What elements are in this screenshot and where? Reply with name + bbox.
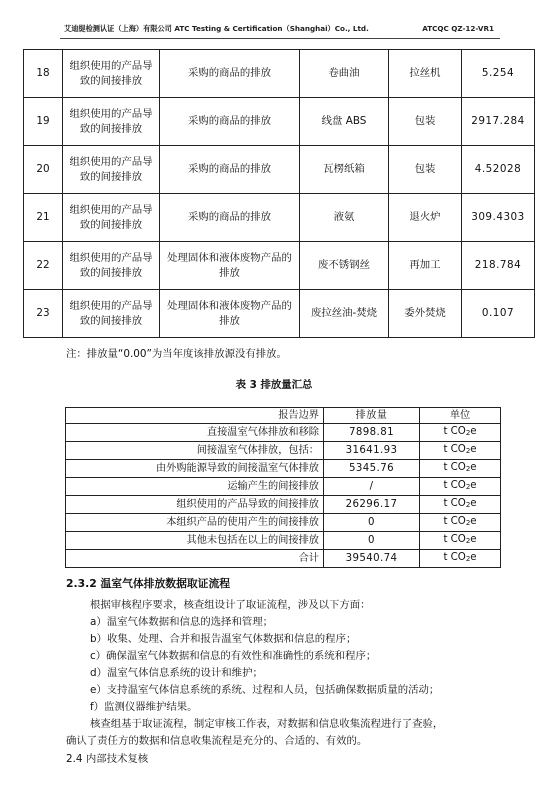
boundary-label: 由外购能源导致的间接温室气体排放 bbox=[66, 460, 324, 478]
facility: 拉丝机 bbox=[389, 50, 462, 98]
unit-subscript: 2 bbox=[465, 519, 471, 527]
table-note: 注：排放量“0.00”为当年度该排放源没有排放。 bbox=[66, 348, 287, 360]
emission-source: 废拉丝油-焚烧 bbox=[300, 290, 389, 338]
boundary-label: 运输产生的间接排放 bbox=[66, 478, 324, 496]
unit-tail: e bbox=[470, 480, 477, 491]
emission-value: 4.52028 bbox=[462, 146, 535, 194]
unit-text: t CO bbox=[443, 426, 466, 437]
emission-value: 5345.76 bbox=[324, 460, 420, 478]
emission-type: 处理固体和液体废物产品的排放 bbox=[160, 290, 300, 338]
emission-value: 0.107 bbox=[462, 290, 535, 338]
emission-value: / bbox=[324, 478, 420, 496]
unit-cell bbox=[420, 478, 501, 496]
table-row bbox=[24, 194, 535, 242]
table-row bbox=[24, 290, 535, 338]
unit-text: t CO bbox=[443, 534, 466, 545]
unit-cell bbox=[420, 550, 501, 568]
facility: 包装 bbox=[389, 146, 462, 194]
table-row bbox=[24, 50, 535, 98]
emission-type: 采购的商品的排放 bbox=[160, 50, 300, 98]
unit-tail: e bbox=[470, 552, 477, 563]
emission-value: 309.4303 bbox=[462, 194, 535, 242]
table-row bbox=[66, 478, 501, 496]
emission-value: 5.254 bbox=[462, 50, 535, 98]
table-row bbox=[66, 460, 501, 478]
unit-tail: e bbox=[470, 444, 477, 455]
unit-subscript: 2 bbox=[465, 555, 471, 563]
unit-cell bbox=[420, 532, 501, 550]
unit-text: t CO bbox=[443, 480, 466, 491]
conclusion-line-2: 确认了责任方的数据和信息收集流程是充分的、合适的、有效的。 bbox=[66, 735, 368, 747]
company-name: 艾迪缇检测认证（上海）有限公司 ATC Testing & Certification（Shanghai）Co., Ltd. bbox=[64, 24, 369, 33]
unit-cell bbox=[420, 442, 501, 460]
emission-sources-table bbox=[23, 49, 535, 338]
unit-subscript: 2 bbox=[465, 537, 471, 545]
list-item: c）确保温室气体数据和信息的有效性和准确性的系统和程序； bbox=[90, 650, 377, 662]
table-row bbox=[66, 496, 501, 514]
header-emission: 排放量 bbox=[324, 408, 420, 424]
header-boundary: 报告边界 bbox=[66, 408, 324, 424]
unit-text: t CO bbox=[443, 516, 466, 527]
row-number: 18 bbox=[24, 50, 63, 98]
facility: 包装 bbox=[389, 98, 462, 146]
table-row bbox=[24, 242, 535, 290]
table-caption: 表 3 排放量汇总 bbox=[235, 379, 313, 391]
table-total-row bbox=[66, 550, 501, 568]
emission-category: 组织使用的产品导致的间接排放 bbox=[63, 290, 160, 338]
emission-category: 组织使用的产品导致的间接排放 bbox=[63, 242, 160, 290]
emission-value: 0 bbox=[324, 514, 420, 532]
emission-value: 218.784 bbox=[462, 242, 535, 290]
emission-source: 液氨 bbox=[300, 194, 389, 242]
emission-value: 0 bbox=[324, 532, 420, 550]
row-number: 22 bbox=[24, 242, 63, 290]
unit-subscript: 2 bbox=[465, 501, 471, 509]
list-item: b）收集、处理、合并和报告温室气体数据和信息的程序； bbox=[90, 633, 357, 645]
emission-value: 2917.284 bbox=[462, 98, 535, 146]
table-row bbox=[66, 514, 501, 532]
emission-source: 废不锈钢丝 bbox=[300, 242, 389, 290]
emission-type: 处理固体和液体废物产品的排放 bbox=[160, 242, 300, 290]
emission-category: 组织使用的产品导致的间接排放 bbox=[63, 146, 160, 194]
emission-type: 采购的商品的排放 bbox=[160, 194, 300, 242]
list-item: e）支持温室气体信息系统的系统、过程和人员，包括确保数据质量的活动； bbox=[90, 684, 440, 696]
boundary-label: 间接温室气体排放，包括： bbox=[66, 442, 324, 460]
unit-tail: e bbox=[470, 426, 477, 437]
emission-category: 组织使用的产品导致的间接排放 bbox=[63, 98, 160, 146]
unit-cell bbox=[420, 496, 501, 514]
header-unit: 单位 bbox=[420, 408, 501, 424]
unit-subscript: 2 bbox=[465, 465, 471, 473]
table-row bbox=[24, 98, 535, 146]
emission-value: 31641.93 bbox=[324, 442, 420, 460]
unit-subscript: 2 bbox=[465, 447, 471, 455]
row-number: 21 bbox=[24, 194, 63, 242]
emission-value: 7898.81 bbox=[324, 424, 420, 442]
facility: 退火炉 bbox=[389, 194, 462, 242]
list-item: d）温室气体信息系统的设计和维护； bbox=[90, 667, 263, 679]
unit-text: t CO bbox=[443, 444, 466, 455]
table-row bbox=[66, 442, 501, 460]
unit-text: t CO bbox=[443, 462, 466, 473]
document-code: ATCQC QZ-12-VR1 bbox=[422, 24, 494, 33]
unit-cell bbox=[420, 460, 501, 478]
emission-source: 卷曲油 bbox=[300, 50, 389, 98]
unit-text: t CO bbox=[443, 552, 466, 563]
emission-value: 26296.17 bbox=[324, 496, 420, 514]
unit-tail: e bbox=[470, 498, 477, 509]
facility: 再加工 bbox=[389, 242, 462, 290]
emission-category: 组织使用的产品导致的间接排放 bbox=[63, 50, 160, 98]
total-label: 合计 bbox=[66, 550, 324, 568]
emission-summary-table bbox=[65, 407, 501, 568]
emission-type: 采购的商品的排放 bbox=[160, 146, 300, 194]
unit-subscript: 2 bbox=[465, 483, 471, 491]
row-number: 23 bbox=[24, 290, 63, 338]
row-number: 19 bbox=[24, 98, 63, 146]
header-rule bbox=[60, 38, 500, 39]
emission-category: 组织使用的产品导致的间接排放 bbox=[63, 194, 160, 242]
unit-cell bbox=[420, 424, 501, 442]
emission-source: 瓦楞纸箱 bbox=[300, 146, 389, 194]
list-item: a）温室气体数据和信息的选择和管理； bbox=[90, 616, 274, 628]
table-row bbox=[66, 424, 501, 442]
total-value: 39540.74 bbox=[324, 550, 420, 568]
unit-cell bbox=[420, 514, 501, 532]
unit-tail: e bbox=[470, 534, 477, 545]
emission-type: 采购的商品的排放 bbox=[160, 98, 300, 146]
list-item: f）监测仪器维护结果。 bbox=[90, 701, 198, 713]
next-section-heading: 2.4 内部技术复核 bbox=[66, 753, 149, 765]
boundary-label: 直接温室气体排放和移除 bbox=[66, 424, 324, 442]
table-row bbox=[24, 146, 535, 194]
boundary-label: 组织使用的产品导致的间接排放 bbox=[66, 496, 324, 514]
boundary-label: 其他未包括在以上的间接排放 bbox=[66, 532, 324, 550]
unit-tail: e bbox=[470, 516, 477, 527]
row-number: 20 bbox=[24, 146, 63, 194]
table-row bbox=[66, 532, 501, 550]
facility: 委外焚烧 bbox=[389, 290, 462, 338]
boundary-label: 本组织产品的使用产生的间接排放 bbox=[66, 514, 324, 532]
section-intro: 根据审核程序要求，核查组设计了取证流程，涉及以下方面： bbox=[90, 599, 371, 611]
unit-text: t CO bbox=[443, 498, 466, 509]
unit-subscript: 2 bbox=[465, 429, 471, 437]
emission-source: 线盘 ABS bbox=[300, 98, 389, 146]
table-header-row bbox=[66, 408, 501, 424]
section-heading: 2.3.2 温室气体排放数据取证流程 bbox=[66, 577, 231, 590]
unit-tail: e bbox=[470, 462, 477, 473]
conclusion-line-1: 核查组基于取证流程，制定审核工作表，对数据和信息收集流程进行了查验， bbox=[90, 718, 444, 730]
